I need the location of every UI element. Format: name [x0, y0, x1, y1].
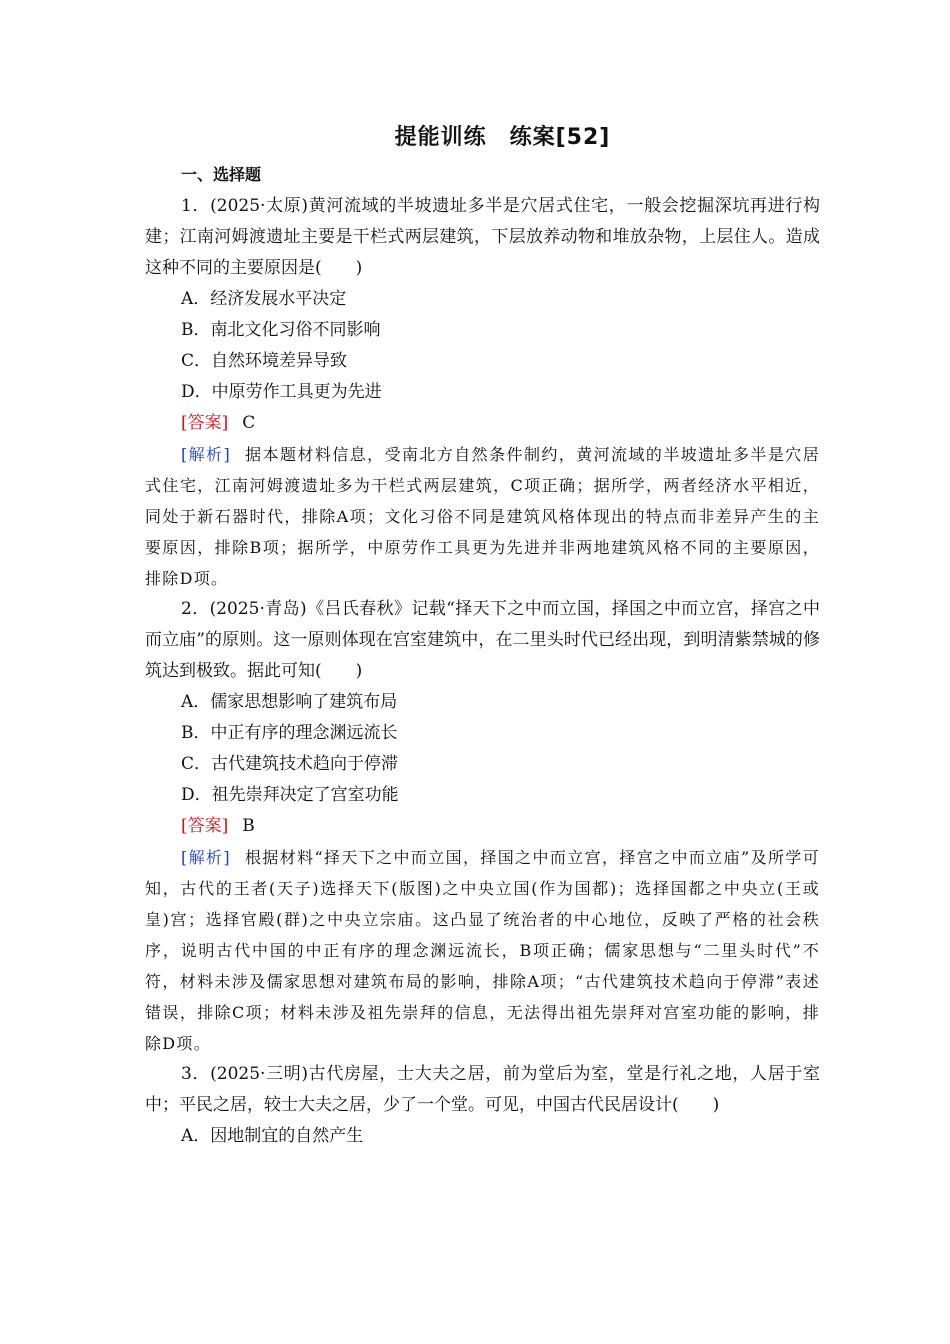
question-3 — [145, 1059, 820, 1152]
question-1 — [145, 191, 820, 594]
option-d: D．祖先崇拜决定了宫室功能 — [181, 785, 399, 805]
question-stem: 1．(2025·太原)黄河流域的半坡遗址多半是穴居式住宅，一般会挖掘深坑再进行构建；江南河姆渡遗址主要是干栏式两层建筑，下层放养动物和堆放杂物，上层住人。造成这种不同的主要原因是( ) — [145, 196, 820, 278]
answer-label: [答案] — [181, 413, 229, 433]
page-title: 提能训练 练案[52] — [394, 125, 611, 150]
option-b: B．南北文化习俗不同影响 — [181, 320, 381, 340]
option-a: A．儒家思想影响了建筑布局 — [181, 692, 398, 712]
analysis — [145, 439, 820, 594]
option-c: C．古代建筑技术趋向于停滞 — [181, 754, 399, 774]
analysis-text: 根据材料“择天下之中而立国，择国之中而立宫，择宫之中而立庙”及所学可知，古代的王者(天子)选择天下(版图)之中央立国(作为国都)；选择国都之中央立(王或皇)宫；选择官殿(群)之中央立宗庙。这凸显了统治者的中心地位，反映了严格的社会秩序，说明古代中国的中正有序的理念渊远流长，B项正确；儒家思想与“二里头时代”不符，材料未涉及儒家思想对建筑布局的影响，排除A项；“古代建筑技术趋向于停滞”表述错误，排除C项；材料未涉及祖先崇拜的信息，无法得出祖先崇拜对宫室功能的影响，排除D项。 — [145, 848, 821, 1053]
analysis-text: 据本题材料信息，受南北方自然条件制约，黄河流域的半坡遗址多半是穴居式住宅，江南河姆渡遗址多为干栏式两层建筑，C项正确；据所学，两者经济水平相近，同处于新石器时代，排除A项；文化习俗不同是建筑风格体现出的特点而非差异产生的主要原因，排除B项；据所学，中原劳作工具更为先进并非两地建筑风格不同的主要原因，排除D项。 — [145, 445, 821, 588]
analysis — [145, 842, 820, 1059]
section-heading: 一、选择题 — [181, 165, 262, 184]
option-a: A．因地制宜的自然产生 — [181, 1126, 364, 1146]
option-c: C．自然环境差异导致 — [181, 351, 348, 371]
option-b: B．中正有序的理念渊远流长 — [181, 723, 398, 743]
answer-line — [181, 811, 820, 842]
question-2 — [145, 594, 820, 1059]
answer-value: C — [242, 413, 256, 433]
option-d: D．中原劳作工具更为先进 — [181, 382, 382, 402]
analysis-label: [解析] — [181, 445, 232, 464]
document-page — [145, 120, 820, 1152]
option-a: A．经济发展水平决定 — [181, 289, 347, 309]
question-stem: 3．(2025·三明)古代房屋，士大夫之居，前为堂后为室，堂是行礼之地，人居于室中；平民之居，较士大夫之居，少了一个堂。可见，中国古代民居设计( ) — [145, 1064, 820, 1115]
answer-line — [181, 408, 820, 439]
analysis-label: [解析] — [181, 848, 231, 867]
answer-value: B — [242, 816, 255, 836]
answer-label: [答案] — [181, 816, 229, 836]
question-stem: 2．(2025·青岛)《吕氏春秋》记载“择天下之中而立国，择国之中而立宫，择宫之中而立庙”的原则。这一原则体现在宫室建筑中，在二里头时代已经出现，到明清紫禁城的修筑达到极致。据此可知( ) — [145, 599, 820, 681]
